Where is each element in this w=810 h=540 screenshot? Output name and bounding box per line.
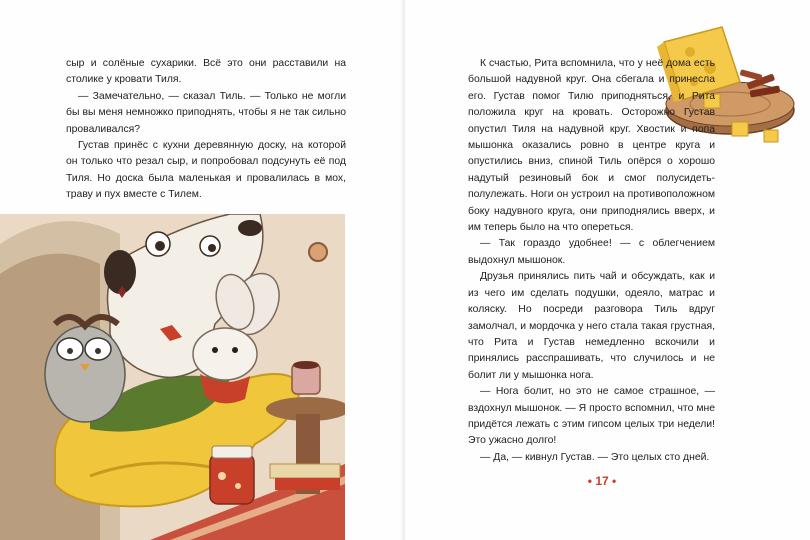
page-number: • 17 • xyxy=(587,474,617,488)
mouse-character xyxy=(193,328,257,380)
left-paragraph-2: — Замечательно, — сказал Тиль. — Только не могли бы вы меня немножко приподнять, чтобы я не так сильно проваливался? xyxy=(66,90,346,135)
right-paragraph-5: — Да, — кивнул Густав. — Это целых сто дней. xyxy=(480,451,710,463)
left-paragraph-3: Густав принёс с кухни деревянную доску, на которой он только что резал сыр, и попробовал подсунуть её под Тиля. Но доска была маленькая и провалилась в мох, траву и пух вместе с Тилем. xyxy=(66,140,346,201)
right-paragraph-4: — Нога болит, но это не самое страшное, — вздохнул мышонок. — Я просто вспомнил, что мне придётся лежать с этим гипсом целых три недели! Это ужасно долго! xyxy=(468,386,715,447)
right-page xyxy=(405,0,810,540)
left-page-text xyxy=(66,56,346,204)
left-paragraph-1: сыр и солёные сухарики. Всё это они расставили на столике у кровати Тиля. xyxy=(66,58,346,86)
right-page-text xyxy=(468,56,715,466)
dog-ear xyxy=(104,250,136,294)
wall-clock-icon xyxy=(309,243,327,261)
right-paragraph-2: — Так гораздо удобнее! — с облегчением выдохнул мышонок. xyxy=(468,238,715,266)
dog-nose xyxy=(238,220,262,236)
right-paragraph-3: Друзья принялись пить чай и обсуждать, как и из чего им сделать подушки, одеяло, матрас и коляску. Но посреди разговора Тиль вдруг замолчал, и мордочка у него стала такая грустная, что Рита и Густав немедленно вскочили и принялись расспрашивать, что случилось и не болит ли у мышонка нога. xyxy=(468,271,715,381)
jam-jar xyxy=(210,454,254,504)
book-stack xyxy=(270,464,340,478)
right-paragraph-1: К счастью, Рита вспомнила, что у неё дома есть большой надувной круг. Она сбегала и принесла его. Густав помог Тилю приподняться, и Рита положила круг на кровать. Осторожно Густав опустил Тиля на надувной круг. Хвостик и попа мышонка оказались ровно в центре круга и опустились вниз, спиной Тиль опёрся о хорошо надутый резиновый бок и смог полусидеть-полулежать. Ноги он устроил на противоположном боку надувного круга, они приподнялись вверх, и им теперь было на что опереться. xyxy=(468,58,715,234)
illustration-friends-on-float xyxy=(0,214,345,540)
owl-character xyxy=(45,326,125,422)
